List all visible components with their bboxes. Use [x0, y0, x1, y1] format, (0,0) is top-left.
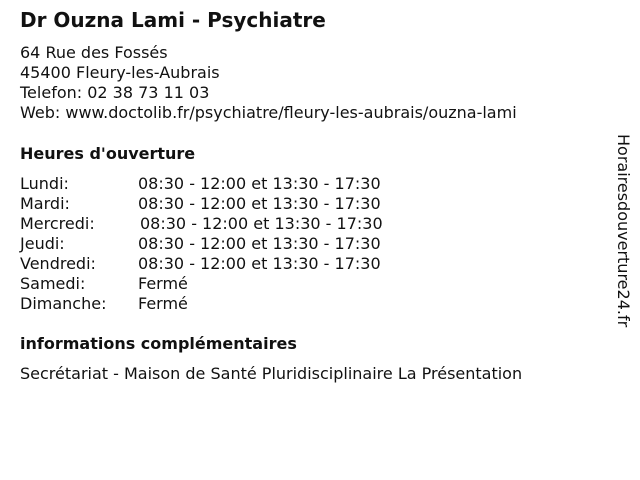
hours-time: 08:30 - 12:00 et 13:30 - 17:30 — [140, 214, 383, 233]
phone-text: Telefon: 02 38 73 11 03 — [20, 83, 210, 102]
address-line-city: 45400 Fleury-les-Aubrais — [20, 63, 220, 82]
info-text: Secrétariat - Maison de Santé Pluridisciplinaire La Présentation — [20, 364, 523, 383]
hours-day: Mercredi: — [20, 214, 95, 233]
hours-time: Fermé — [138, 274, 188, 293]
contact-block — [20, 43, 517, 123]
hours-day: Lundi: — [20, 174, 69, 193]
hours-day: Dimanche: — [20, 294, 107, 313]
address-line-street: 64 Rue des Fossés — [20, 43, 168, 62]
hours-time: 08:30 - 12:00 et 13:30 - 17:30 — [138, 194, 381, 213]
hours-day: Vendredi: — [20, 254, 96, 273]
info-heading: informations complémentaires — [20, 334, 297, 353]
hours-time: Fermé — [138, 294, 188, 313]
hours-day: Samedi: — [20, 274, 86, 293]
website-text: Web: www.doctolib.fr/psychiatre/fleury-les-aubrais/ouzna-lami — [20, 103, 517, 122]
watermark-text: Horairesdouverture24.fr — [614, 134, 633, 328]
page-title: Dr Ouzna Lami - Psychiatre — [20, 8, 326, 32]
hours-heading: Heures d'ouverture — [20, 144, 196, 163]
hours-day: Jeudi: — [20, 234, 65, 253]
hours-time: 08:30 - 12:00 et 13:30 - 17:30 — [138, 254, 381, 273]
hours-time: 08:30 - 12:00 et 13:30 - 17:30 — [138, 234, 381, 253]
watermark — [612, 134, 634, 344]
hours-time: 08:30 - 12:00 et 13:30 - 17:30 — [138, 174, 381, 193]
hours-day: Mardi: — [20, 194, 70, 213]
